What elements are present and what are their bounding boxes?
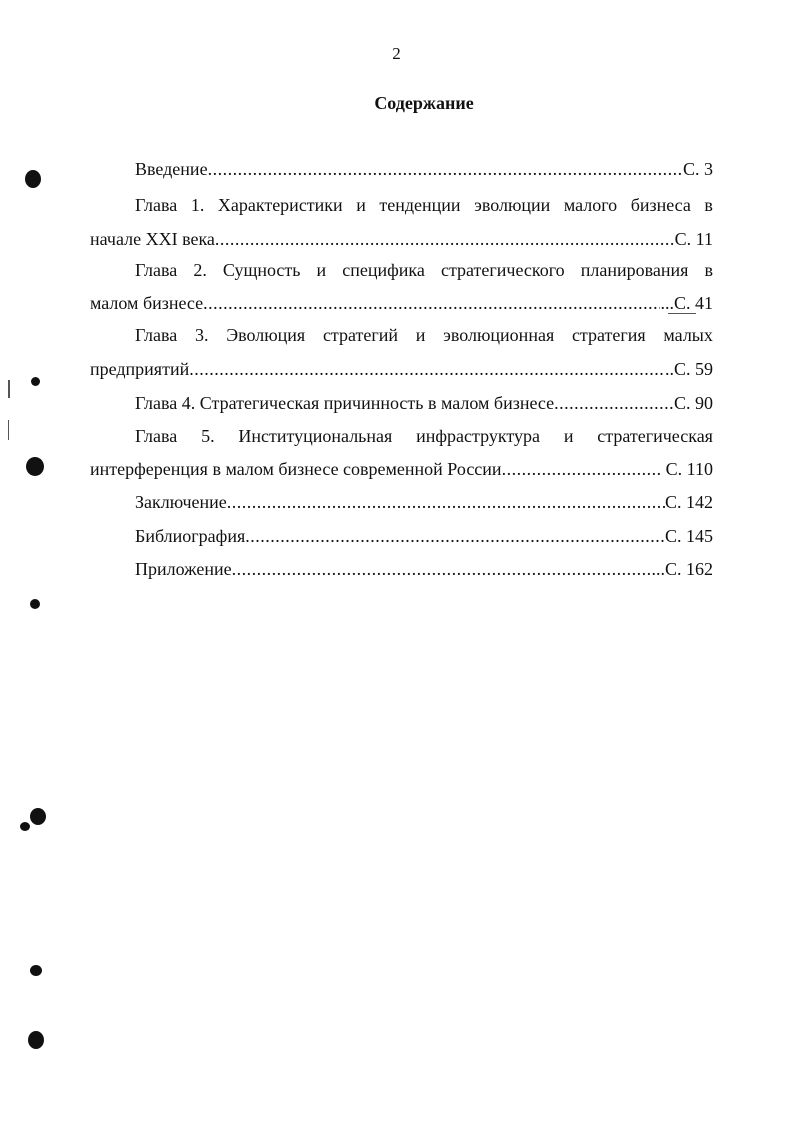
word: бизнеса (630, 195, 691, 215)
word: и (356, 195, 366, 215)
word: в (704, 195, 713, 215)
toc-leader-dots (189, 358, 665, 380)
scan-speck (8, 420, 9, 440)
word: Глава (135, 195, 178, 215)
toc-entry-label: начале XXI века (90, 229, 215, 249)
word: Глава (135, 325, 178, 345)
toc-entry-label: Библиография (135, 526, 246, 546)
scan-blot (31, 377, 40, 386)
word: малых (663, 325, 713, 345)
word: Глава (135, 260, 178, 280)
word: 3. (195, 325, 209, 345)
toc-title: Содержание (374, 93, 474, 113)
word: стратегия (571, 325, 646, 345)
toc-entry-chapter-5[interactable] (90, 458, 713, 480)
toc-entry-page: С. 90 (673, 393, 713, 413)
word: стратегическая (597, 426, 713, 446)
toc-leader-dots (208, 158, 683, 180)
word: инфраструктура (416, 426, 540, 446)
word: стратегического (440, 260, 565, 280)
toc-entry-label: малом бизнесе (90, 293, 204, 313)
word: малого (563, 195, 618, 215)
toc-entry-chapter-2-heading[interactable] (135, 259, 713, 281)
word: Глава (135, 426, 178, 446)
word: планирования (580, 260, 689, 280)
toc-entry-introduction[interactable] (135, 158, 713, 180)
toc-entry-label: предприятий (90, 359, 190, 379)
toc-leader-dots (554, 392, 674, 414)
scan-speck (668, 313, 696, 314)
toc-entry-page: ...С. 41 (660, 293, 713, 313)
toc-entry-chapter-3-heading[interactable] (135, 324, 713, 346)
toc-entry-conclusion[interactable] (135, 491, 713, 513)
toc-leader-dots (245, 525, 665, 547)
toc-entry-bibliography[interactable] (135, 525, 713, 547)
word: 2. (193, 260, 207, 280)
toc-entry-page: С. 11 (674, 229, 713, 249)
scan-blot (30, 965, 42, 976)
word: Эволюция (226, 325, 306, 345)
page-number: 2 (392, 44, 401, 63)
word: стратегий (322, 325, 399, 345)
toc-entry-chapter-3[interactable] (90, 358, 713, 380)
word: эволюционная (443, 325, 555, 345)
scan-speck (8, 380, 10, 398)
toc-entry-page: ...С. 162 (651, 559, 713, 579)
word: Сущность (222, 260, 301, 280)
toc-leader-dots (232, 558, 652, 580)
toc-leader-dots (203, 292, 660, 314)
toc-entry-chapter-1-heading[interactable] (135, 194, 713, 216)
scan-blot (30, 599, 40, 609)
word: в (704, 260, 713, 280)
toc-leader-dots (502, 458, 662, 480)
word: 1. (190, 195, 205, 215)
scan-blot (30, 808, 46, 825)
word: и (316, 260, 327, 280)
toc-entry-chapter-4[interactable] (135, 392, 713, 414)
toc-leader-dots (215, 228, 675, 250)
word: 5. (201, 426, 215, 446)
word: Институциональная (238, 426, 393, 446)
toc-entry-label: интерференция в малом бизнесе современной России (90, 459, 502, 479)
word: тенденции (379, 195, 461, 215)
toc-entry-label: Введение (135, 159, 208, 179)
toc-entry-page: ..С. 59 (664, 359, 713, 379)
toc-entry-chapter-1[interactable] (90, 228, 713, 250)
toc-entry-label: Заключение (135, 492, 227, 512)
toc-entry-page: С. 142 (664, 492, 713, 512)
word: и (415, 325, 426, 345)
scan-blot (20, 822, 30, 831)
word: и (563, 426, 574, 446)
word: эволюции (474, 195, 551, 215)
toc-entry-page: С. 110 (665, 459, 713, 479)
toc-entry-chapter-2[interactable] (90, 292, 713, 314)
toc-entry-chapter-5-heading[interactable] (135, 425, 713, 447)
toc-entry-label: Глава 4. Стратегическая причинность в малом бизнесе (135, 393, 555, 413)
scan-blot (26, 457, 44, 476)
scan-blot (28, 1031, 44, 1049)
toc-entry-page: С. 145 (664, 526, 713, 546)
toc-entry-label: Приложение (135, 559, 232, 579)
word: Характеристики (217, 195, 343, 215)
toc-leader-dots (227, 491, 665, 513)
scan-blot (25, 170, 41, 188)
word: специфика (342, 260, 425, 280)
toc-entry-page: С. 3 (682, 159, 713, 179)
toc-entry-appendix[interactable] (135, 558, 713, 580)
